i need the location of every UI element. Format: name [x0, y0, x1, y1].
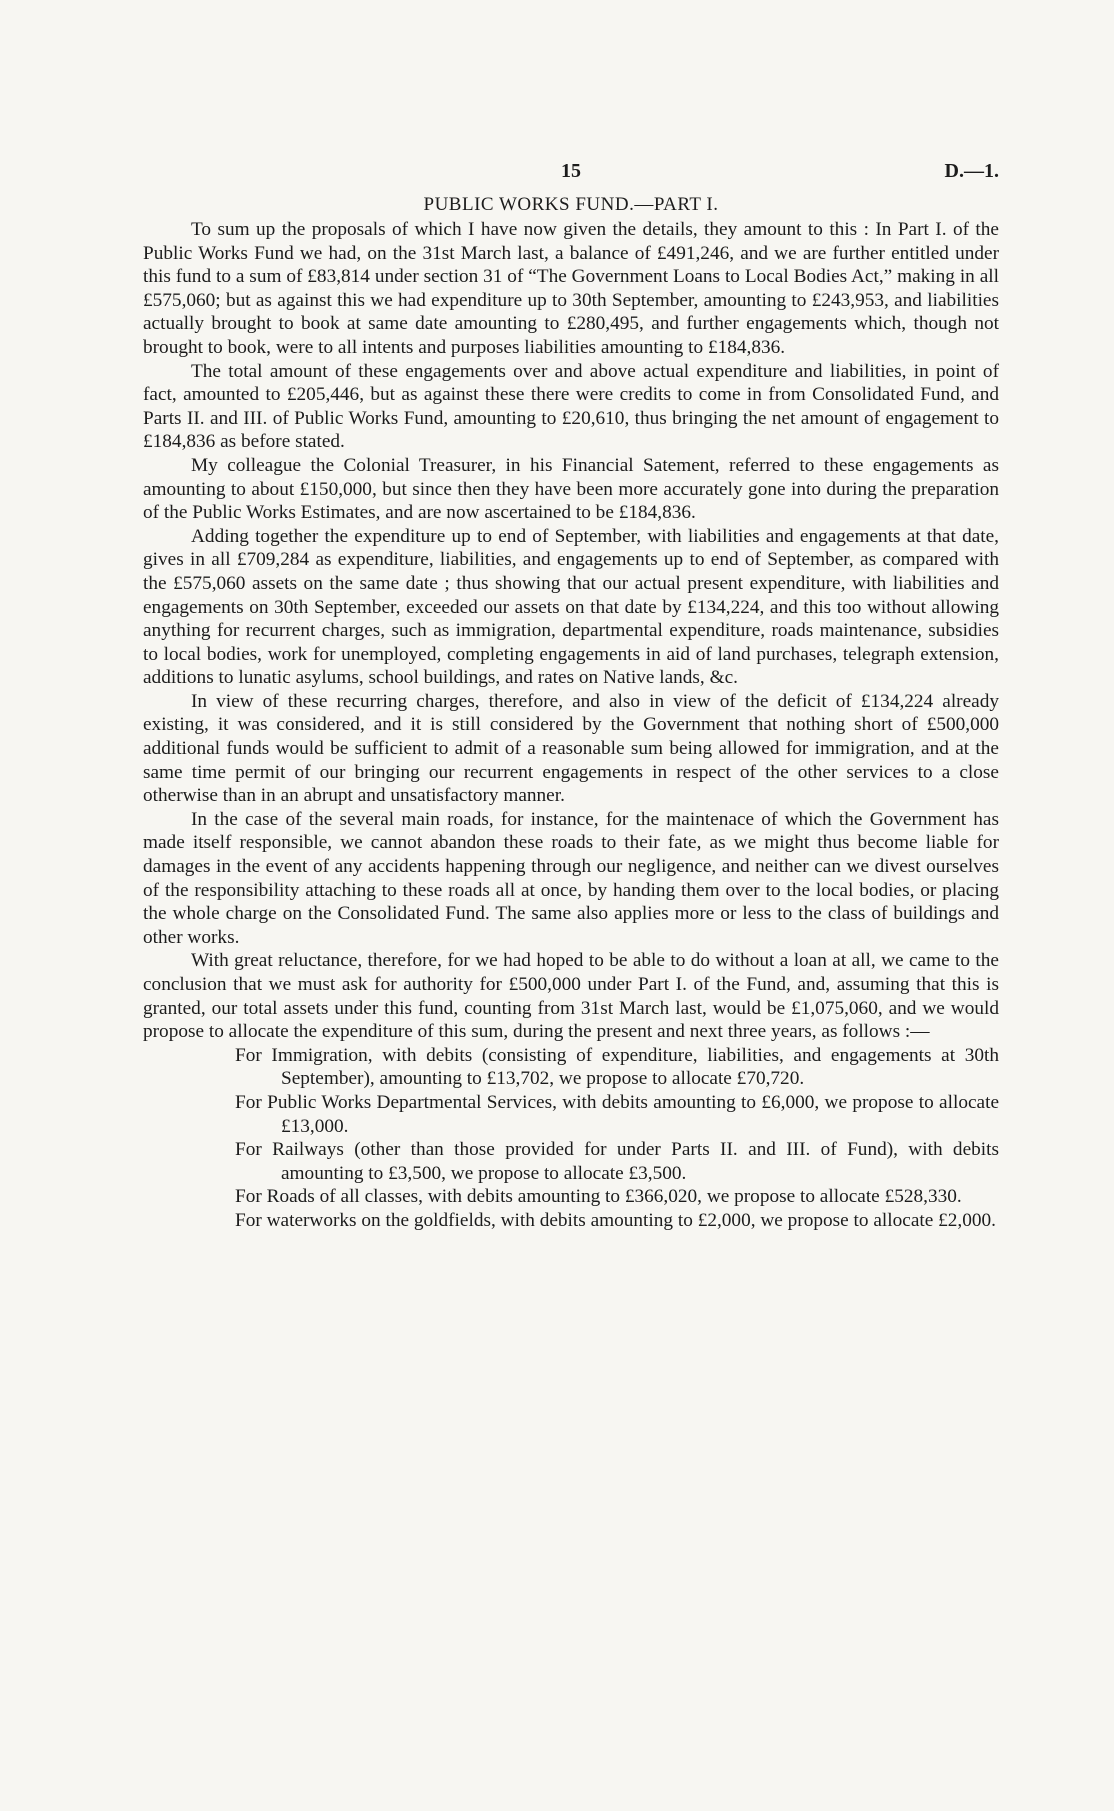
page-number: 15	[561, 160, 581, 182]
allocation-item: For waterworks on the goldfields, with debits amounting to £2,000, we propose to allocate £2,000.	[235, 1209, 996, 1231]
paragraph: In view of these recurring charges, therefore, and also in view of the deficit of £134,224 already existing, it was considered, and it is still considered by the Government that nothing short of £500,000 additional funds would be sufficient to admit of a reasonable sum being allowed for immigration, and at the same time permit of our bringing our recurrent engagements in respect of the other services to a close otherwise than in an abrupt and unsatisfactory manner.	[143, 690, 999, 807]
paragraph: With great reluctance, therefore, for we had hoped to be able to do without a loan at all, we came to the conclusion that we must ask for authority for £500,000 under Part I. of the Fund, and, assuming that this is granted, our total assets under this fund, counting from 31st March last, would be £1,075,060, and we would propose to allocate the expenditure of this sum, during the present and next three years, as follows :—	[143, 950, 999, 1043]
paragraph: In the case of the several main roads, for instance, for the maintenace of which the Government has made itself responsible, we cannot abandon these roads to their fate, as we might thus become liable for damages in the event of any accidents happening through our negligence, and neither can we divest ourselves of the responsibility attaching to these roads all at once, by handing them over to the local bodies, or placing the whole charge on the Consolidated Fund. The same also applies more or less to the class of buildings and other works.	[143, 808, 999, 948]
document-page	[143, 160, 999, 1233]
allocation-item: For Railways (other than those provided for under Parts II. and III. of Fund), with debits amounting to £3,500, we propose to allocate £3,500.	[235, 1139, 999, 1184]
allocation-item: For Public Works Departmental Services, with debits amounting to £6,000, we propose to allocate £13,000.	[235, 1091, 999, 1137]
paragraph: Adding together the expenditure up to end of September, with liabilities and engagements at that date, gives in all £709,284 as expenditure, liabilities, and engagements up to end of September, as compared with the £575,060 assets on the same date ; thus showing that our actual present expenditure, with liabilities and engagements on 30th September, exceeded our assets on that date by £134,224, and this too without allowing anything for recurrent charges, such as immigration, departmental expenditure, roads maintenance, subsidies to local bodies, work for unemployed, completing engagements in aid of land purchases, telegraph extension, additions to lunatic asylums, school buildings, and rates on Native lands, &c.	[143, 525, 999, 689]
document-code: D.—1.	[944, 160, 999, 182]
page-header	[143, 160, 999, 194]
allocation-list	[143, 1044, 999, 1233]
paragraph: To sum up the proposals of which I have now given the details, they amount to this : In Part I. of the Public Works Fund we had, on the 31st March last, a balance of £491,246, and we are further entitled under this fund to a sum of £83,814 under section 31 of “The Government Loans to Local Bodies Act,” making in all £575,060; but as against this we had expenditure up to 30th September, amounting to £243,953, and liabilities actually brought to book at same date amounting to £280,495, and further engagements which, though not brought to book, were to all intents and purposes liabilities amounting to £184,836.	[143, 219, 999, 358]
allocation-item: For Roads of all classes, with debits amounting to £366,020, we propose to allocate £528,330.	[235, 1186, 962, 1208]
section-title: PUBLIC WORKS FUND.—PART I.	[423, 194, 719, 215]
paragraph: My colleague the Colonial Treasurer, in his Financial Satement, referred to these engagements as amounting to about £150,000, but since then they have been more accurately gone into during the preparation of the Public Works Estimates, and are now ascertained to be £184,836.	[143, 454, 999, 524]
allocation-item: For Immigration, with debits (consisting of expenditure, liabilities, and engagements at 30th September), amounting to £13,702, we propose to allocate £70,720.	[235, 1044, 999, 1090]
document-body	[143, 218, 999, 1233]
paragraph: The total amount of these engagements over and above actual expenditure and liabilities, in point of fact, amounted to £205,446, but as against these there were credits to come in from Consolidated Fund, and Parts II. and III. of Public Works Fund, amounting to £20,610, thus bringing the net amount of engagement to £184,836 as before stated.	[143, 360, 999, 453]
